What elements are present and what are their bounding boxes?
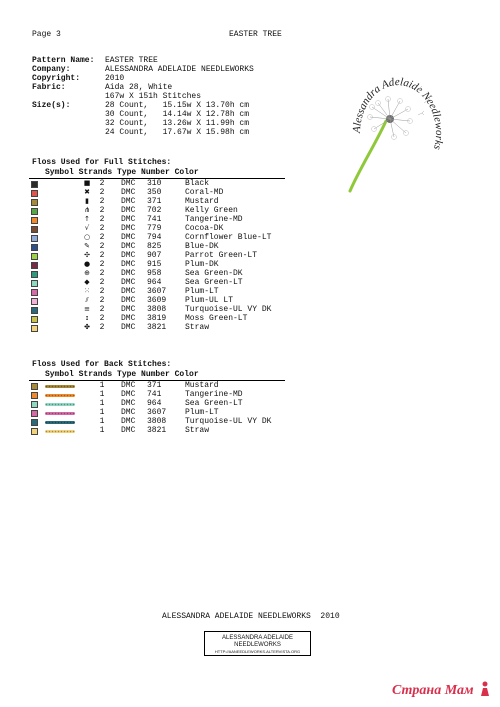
- strands: 2: [99, 215, 105, 224]
- full-stitches-header: Symbol Strands Type Number Color: [45, 168, 199, 177]
- strands: 2: [99, 179, 105, 188]
- floss-number: 3821: [147, 426, 167, 435]
- floss-color-name: Straw: [185, 323, 210, 332]
- strands: 2: [99, 287, 105, 296]
- floss-type: DMC: [121, 287, 136, 296]
- footer-credit: ALESSANDRA ADELAIDE NEEDLEWORKS 2010: [162, 612, 340, 621]
- info-key: Copyright:: [32, 74, 81, 83]
- strands: 2: [99, 314, 105, 323]
- dandelion-logo: [338, 63, 448, 197]
- floss-color-name: Black: [185, 179, 210, 188]
- floss-type: DMC: [121, 179, 136, 188]
- info-value: Aida 28, White: [105, 83, 173, 92]
- strands: 2: [99, 305, 105, 314]
- floss-number: 3821: [147, 323, 167, 332]
- color-swatch: [31, 217, 38, 224]
- document-title: EASTER TREE: [229, 30, 282, 39]
- floss-color-name: Coral-MD: [185, 188, 224, 197]
- floss-type: DMC: [121, 305, 136, 314]
- floss-number: 794: [147, 233, 162, 242]
- color-swatch: [31, 307, 38, 314]
- floss-number: 907: [147, 251, 162, 260]
- floss-color-name: Kelly Green: [185, 206, 238, 215]
- color-swatch: [31, 392, 38, 399]
- floss-number: 371: [147, 197, 162, 206]
- color-swatch: [31, 253, 38, 260]
- stitch-symbol: ◆: [84, 278, 90, 286]
- stitch-symbol: ✎: [84, 242, 90, 250]
- backstitch-line-icon: [45, 421, 75, 424]
- color-swatch: [31, 419, 38, 426]
- floss-type: DMC: [121, 390, 136, 399]
- floss-row-back: [29, 427, 289, 436]
- backstitch-line-icon: [45, 412, 75, 415]
- floss-color-name: Mustard: [185, 197, 219, 206]
- floss-type: DMC: [121, 251, 136, 260]
- color-swatch: [31, 235, 38, 242]
- stitch-symbol: ■: [83, 179, 91, 187]
- floss-type: DMC: [121, 296, 136, 305]
- strands: 1: [99, 408, 105, 417]
- floss-number: 779: [147, 224, 162, 233]
- color-swatch: [31, 262, 38, 269]
- floss-type: DMC: [121, 408, 136, 417]
- floss-number: 350: [147, 188, 162, 197]
- info-value: 32 Count, 13.26w X 11.99h cm: [105, 119, 250, 128]
- info-key: Size(s):: [32, 101, 71, 110]
- footer-box-line1: ALESSANDRA ADELAIDE: [221, 635, 294, 641]
- backstitch-line-icon: [45, 394, 75, 397]
- floss-type: DMC: [121, 206, 136, 215]
- stitch-symbol: ▮: [85, 197, 89, 205]
- full-stitches-title: Floss Used for Full Stitches:: [32, 158, 172, 167]
- floss-color-name: Cocoa-DK: [185, 224, 224, 233]
- strands: 2: [99, 242, 105, 251]
- page-number: Page 3: [32, 30, 61, 39]
- color-swatch: [31, 271, 38, 278]
- color-swatch: [31, 208, 38, 215]
- stitch-symbol: ✖: [84, 188, 90, 196]
- floss-color-name: Turquoise-UL VY DK: [185, 417, 272, 426]
- backstitch-line-icon: [45, 403, 75, 406]
- footer-box-line2: NEEDLEWORKS: [234, 642, 281, 648]
- info-key: Company:: [32, 65, 71, 74]
- floss-color-name: Plum-LT: [185, 287, 219, 296]
- floss-number: 3607: [147, 408, 167, 417]
- watermark-figure-icon: [478, 681, 492, 697]
- color-swatch: [31, 199, 38, 206]
- backstitch-line-icon: [45, 385, 75, 388]
- info-value: 24 Count, 17.67w X 15.98h cm: [105, 128, 250, 137]
- stitch-symbol: ⫽: [85, 296, 89, 304]
- floss-color-name: Cornflower Blue-LT: [185, 233, 272, 242]
- color-swatch: [31, 244, 38, 251]
- color-swatch: [31, 181, 38, 188]
- floss-color-name: Mustard: [185, 381, 219, 390]
- info-key: Fabric:: [32, 83, 66, 92]
- floss-number: 741: [147, 390, 162, 399]
- floss-color-name: Straw: [185, 426, 210, 435]
- stitch-symbol: ●: [83, 260, 91, 268]
- floss-type: DMC: [121, 426, 136, 435]
- floss-color-name: Plum-LT: [185, 408, 219, 417]
- floss-number: 702: [147, 206, 162, 215]
- strands: 2: [99, 206, 105, 215]
- floss-type: DMC: [121, 269, 136, 278]
- floss-type: DMC: [121, 314, 136, 323]
- floss-type: DMC: [121, 278, 136, 287]
- strands: 2: [99, 224, 105, 233]
- strands: 2: [99, 197, 105, 206]
- stitch-symbol: √: [84, 224, 90, 232]
- info-value: 30 Count, 14.14w X 12.78h cm: [105, 110, 250, 119]
- floss-color-name: Plum-UL LT: [185, 296, 234, 305]
- floss-number: 3808: [147, 305, 167, 314]
- floss-color-name: Parrot Green-LT: [185, 251, 258, 260]
- stitch-symbol: ↑: [84, 215, 90, 223]
- floss-type: DMC: [121, 242, 136, 251]
- color-swatch: [31, 401, 38, 408]
- color-swatch: [31, 410, 38, 417]
- strands: 2: [99, 296, 105, 305]
- floss-type: DMC: [121, 381, 136, 390]
- logo-text-path: Alessandra Adelaide Needleworks: [350, 76, 446, 151]
- stitch-symbol: ✣: [84, 251, 90, 259]
- floss-number: 3819: [147, 314, 167, 323]
- backstitch-line-icon: [45, 430, 75, 433]
- color-swatch: [31, 190, 38, 197]
- floss-color-name: Sea Green-LT: [185, 399, 243, 408]
- strands: 2: [99, 269, 105, 278]
- info-value: ALESSANDRA ADELAIDE NEEDLEWORKS: [105, 65, 254, 74]
- stitch-symbol: ✤: [84, 323, 90, 331]
- strands: 1: [99, 399, 105, 408]
- floss-row-full: [29, 324, 289, 333]
- info-value: 2010: [105, 74, 125, 83]
- footer-box-url: HTTP://AANEEDLEWORKS.ALTERVISTA.ORG: [214, 649, 301, 654]
- floss-number: 741: [147, 215, 162, 224]
- info-value: 167w X 151h Stitches: [105, 92, 202, 101]
- floss-type: DMC: [121, 399, 136, 408]
- strands: 2: [99, 188, 105, 197]
- floss-color-name: Sea Green-DK: [185, 269, 243, 278]
- info-value: EASTER TREE: [105, 56, 158, 65]
- floss-number: 915: [147, 260, 162, 269]
- floss-color-name: Plum-DK: [185, 260, 219, 269]
- info-key: Pattern Name:: [32, 56, 95, 65]
- logo-text: [351, 76, 445, 151]
- stitch-symbol: ⁙: [84, 287, 90, 295]
- strands: 1: [99, 426, 105, 435]
- floss-number: 3808: [147, 417, 167, 426]
- floss-type: DMC: [121, 188, 136, 197]
- back-stitches-header: Symbol Strands Type Number Color: [45, 370, 199, 379]
- floss-number: 3609: [147, 296, 167, 305]
- floss-number: 310: [147, 179, 162, 188]
- floss-color-name: Tangerine-MD: [185, 215, 243, 224]
- floss-color-name: Sea Green-LT: [185, 278, 243, 287]
- floss-type: DMC: [121, 417, 136, 426]
- color-swatch: [31, 289, 38, 296]
- floss-color-name: Turquoise-UL VY DK: [185, 305, 272, 314]
- color-swatch: [31, 383, 38, 390]
- floss-number: 964: [147, 399, 162, 408]
- strands: 2: [99, 278, 105, 287]
- stitch-symbol: ɪ: [85, 314, 89, 322]
- watermark-text: Страна Мам: [392, 683, 474, 698]
- color-swatch: [31, 428, 38, 435]
- back-stitches-title: Floss Used for Back Stitches:: [32, 360, 172, 369]
- stitch-symbol: ≡: [84, 305, 90, 313]
- floss-color-name: Tangerine-MD: [185, 390, 243, 399]
- strands: 1: [99, 390, 105, 399]
- stitch-symbol: ○: [83, 233, 91, 241]
- strands: 2: [99, 260, 105, 269]
- floss-number: 825: [147, 242, 162, 251]
- strands: 1: [99, 417, 105, 426]
- footer-logo-box: [204, 631, 311, 656]
- stitch-symbol: ⋔: [84, 206, 90, 214]
- floss-type: DMC: [121, 215, 136, 224]
- color-swatch: [31, 316, 38, 323]
- info-value: 28 Count, 15.15w X 13.70h cm: [105, 101, 250, 110]
- strands: 2: [99, 251, 105, 260]
- floss-type: DMC: [121, 233, 136, 242]
- strands: 2: [99, 233, 105, 242]
- floss-color-name: Blue-DK: [185, 242, 219, 251]
- strands: 2: [99, 323, 105, 332]
- floss-color-name: Moss Green-LT: [185, 314, 248, 323]
- color-swatch: [31, 298, 38, 305]
- strands: 1: [99, 381, 105, 390]
- floss-number: 958: [147, 269, 162, 278]
- floss-type: DMC: [121, 323, 136, 332]
- stitch-symbol: ⊕: [84, 269, 90, 277]
- floss-number: 964: [147, 278, 162, 287]
- color-swatch: [31, 325, 38, 332]
- floss-type: DMC: [121, 224, 136, 233]
- color-swatch: [31, 226, 38, 233]
- color-swatch: [31, 280, 38, 287]
- floss-number: 371: [147, 381, 162, 390]
- floss-type: DMC: [121, 197, 136, 206]
- floss-type: DMC: [121, 260, 136, 269]
- floss-number: 3607: [147, 287, 167, 296]
